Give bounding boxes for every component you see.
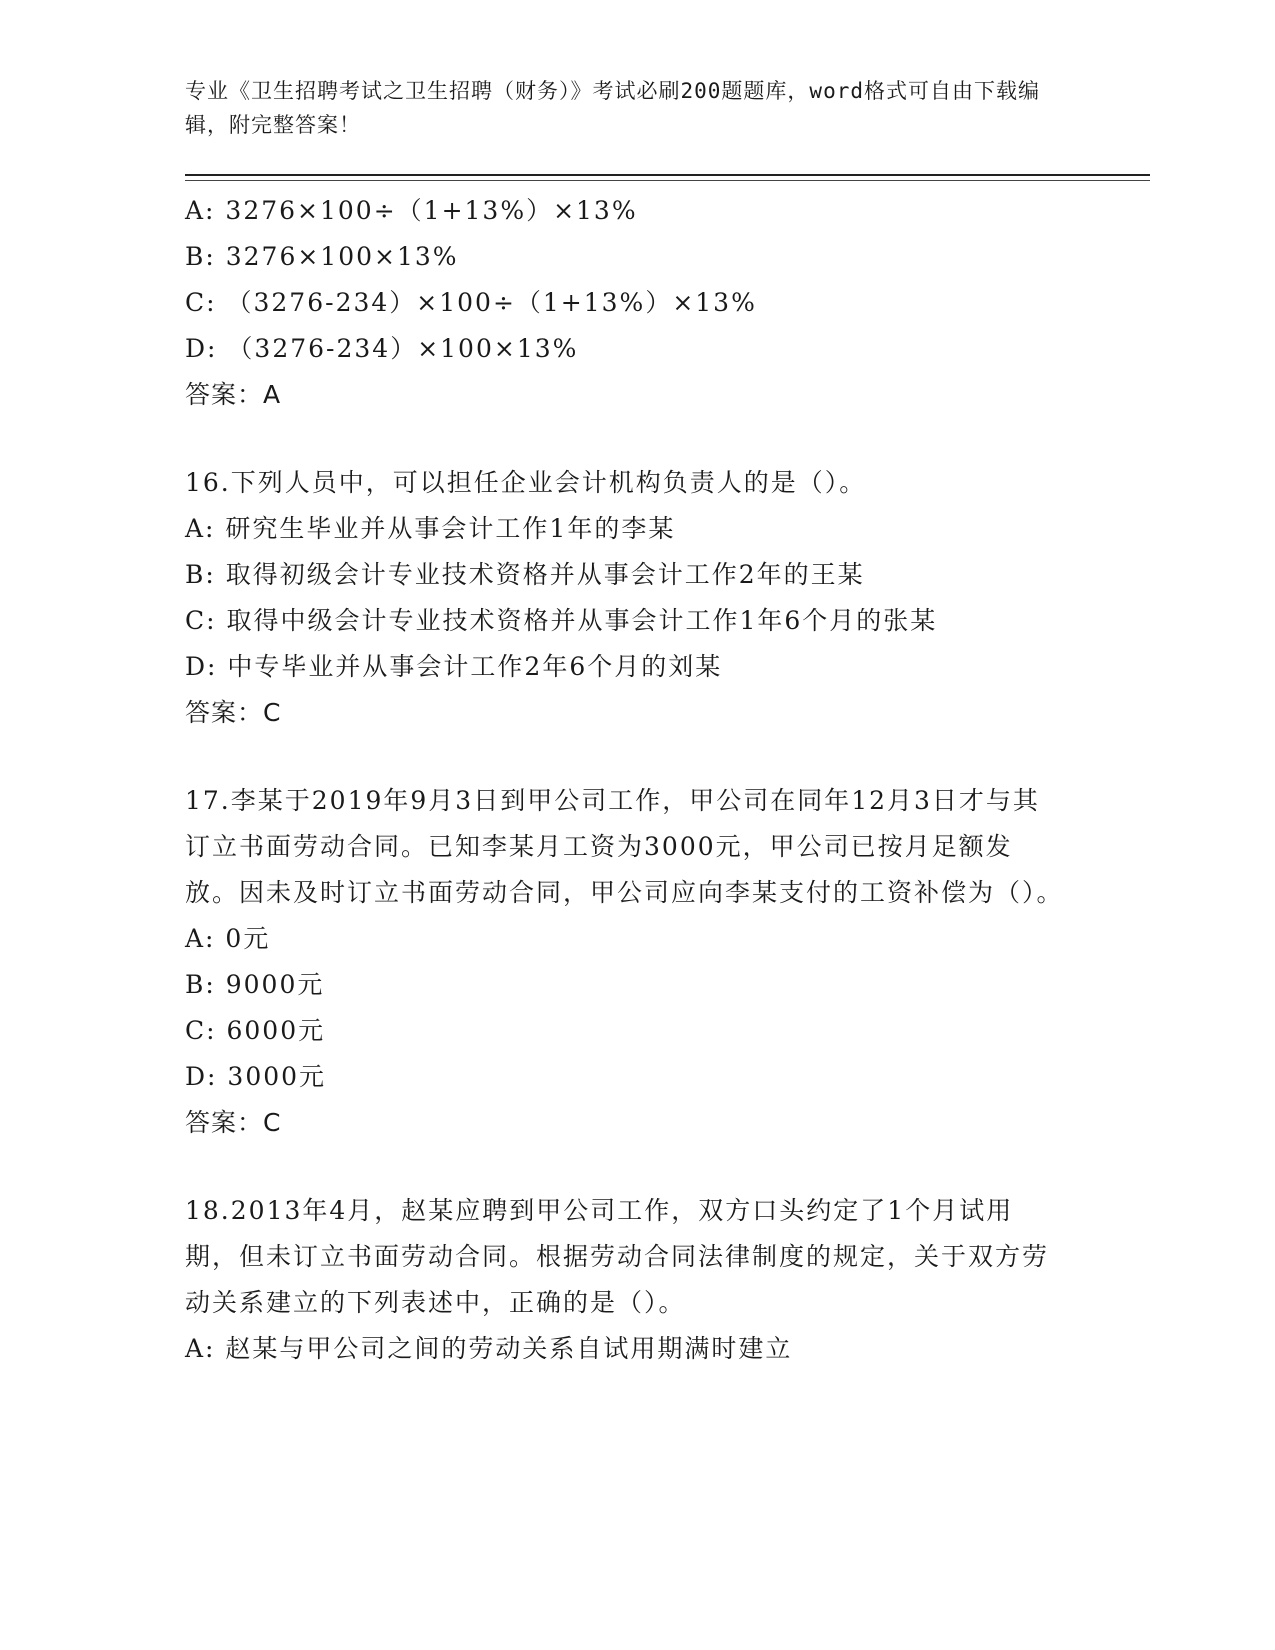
q17-option-a: A: 0元 (185, 924, 271, 953)
q17-option-b: B: 9000元 (185, 970, 325, 999)
q17-option-c: C: 6000元 (185, 1016, 326, 1045)
question-18 (185, 1188, 1085, 1372)
q16-option-c: C: 取得中级会计专业技术资格并从事会计工作1年6个月的张某 (185, 606, 938, 635)
spacer (185, 1146, 1085, 1188)
q15-option-b: B: 3276×100×13% (185, 242, 459, 271)
q16-option-a: A: 研究生毕业并从事会计工作1年的李某 (185, 514, 676, 543)
q17-question-text: 17.李某于2019年9月3日到甲公司工作，甲公司在同年12月3日才与其订立书面劳动合同。已知李某月工资为3000元，甲公司已按月足额发放。因未及时订立书面劳动合同，甲公司应向李某支付的工资补偿为（）。 (185, 786, 1064, 907)
q16-question-text: 16.下列人员中，可以担任企业会计机构负责人的是（）。 (185, 468, 867, 497)
q16-option-d: D: 中专毕业并从事会计工作2年6个月的刘某 (185, 652, 723, 681)
header-divider-thick (185, 174, 1150, 176)
q16-option-b: B: 取得初级会计专业技术资格并从事会计工作2年的王某 (185, 560, 865, 589)
header-divider-thin (185, 180, 1150, 181)
question-16 (185, 460, 1085, 736)
q15-answer: 答案：A (185, 380, 282, 409)
question-content (185, 188, 1085, 1372)
q17-option-d: D: 3000元 (185, 1062, 327, 1091)
q15-option-a: A: 3276×100÷（1+13%）×13% (185, 196, 638, 225)
q15-option-c: C: （3276-234）×100÷（1+13%）×13% (185, 288, 757, 317)
question-17 (185, 778, 1085, 1146)
q15-option-d: D: （3276-234）×100×13% (185, 334, 579, 363)
q18-option-a: A: 赵某与甲公司之间的劳动关系自试用期满时建立 (185, 1334, 793, 1363)
q16-answer: 答案：C (185, 698, 282, 727)
q17-answer: 答案：C (185, 1108, 282, 1137)
spacer (185, 418, 1085, 460)
question-15 (185, 188, 1085, 418)
document-header-title: 专业《卫生招聘考试之卫生招聘（财务）》考试必刷200题题库，word格式可自由下载编辑，附完整答案！ (185, 79, 1040, 137)
q18-question-text: 18.2013年4月，赵某应聘到甲公司工作，双方口头约定了1个月试用期，但未订立书面劳动合同。根据劳动合同法律制度的规定，关于双方劳动关系建立的下列表述中，正确的是（）。 (185, 1196, 1050, 1317)
spacer (185, 736, 1085, 778)
